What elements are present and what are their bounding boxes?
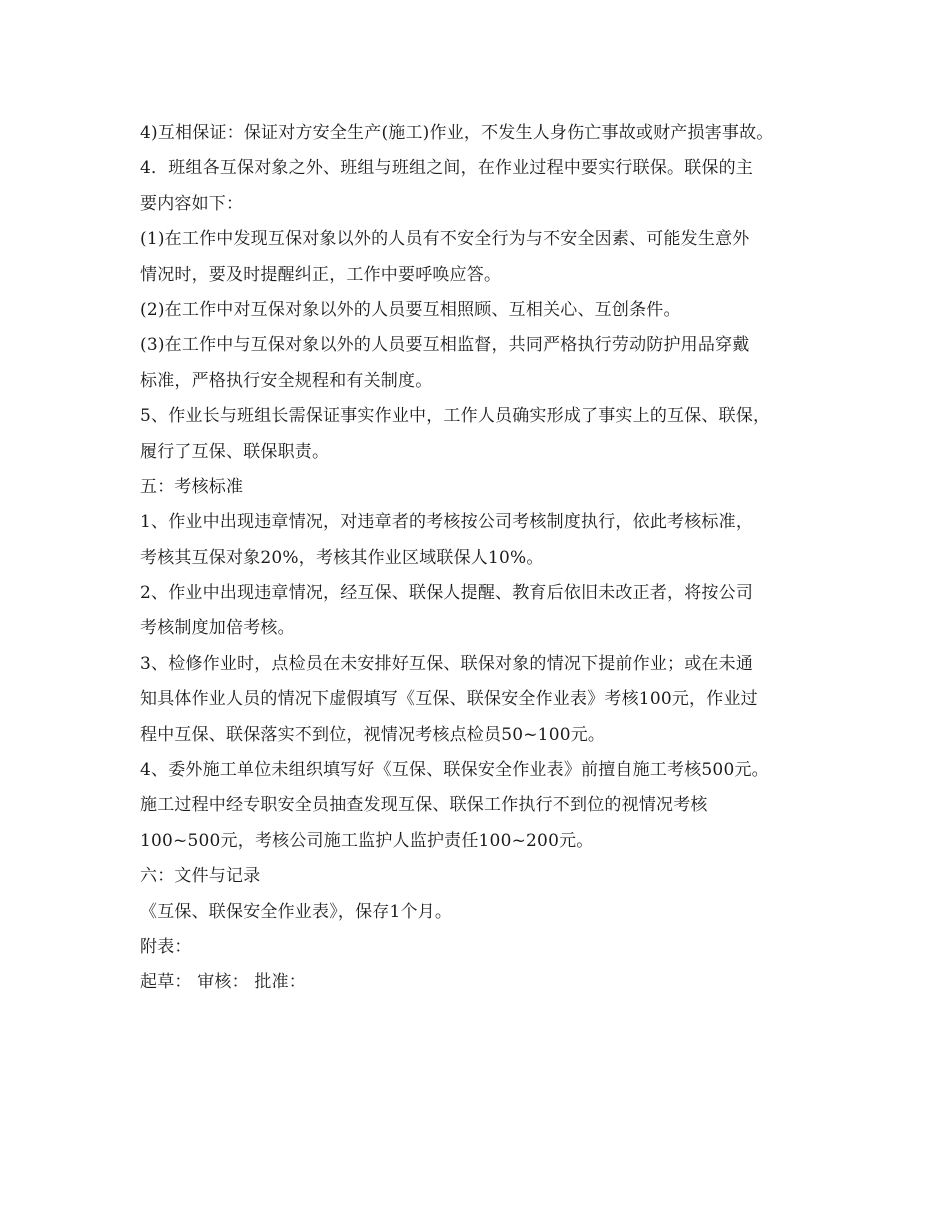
text-line-assessment-4-cont-b: 100~500元，考核公司施工监护人监护责任100~200元。 [140,830,594,851]
text-line-assessment-4-cont-a: 施工过程中经专职安全员抽查发现互保、联保工作执行不到位的视情况考核 [140,795,708,816]
text-line-assessment-2-cont: 考核制度加倍考核。 [140,618,295,639]
text-line-signoff: 起草： 审核： 批准： [140,972,307,993]
text-line-section-4-intro: 4．班组各互保对象之外、班组与班组之间，在作业过程中要实行联保。联保的主 [140,158,754,179]
text-line-attachment: 附表： [140,936,192,957]
section-heading-records: 六：文件与记录 [140,866,261,887]
section-heading-assessment: 五：考核标准 [140,476,244,497]
text-line-records: 《互保、联保安全作业表》，保存1个月。 [140,901,453,922]
text-line-assessment-3-cont-a: 知具体作业人员的情况下虚假填写《互保、联保安全作业表》考核100元，作业过 [140,689,758,710]
text-line-item-2: (2)在工作中对互保对象以外的人员要互相照顾、互相关心、互创条件。 [140,299,681,320]
text-line-assessment-1-cont: 考核其互保对象20%，考核其作业区域联保人10%。 [140,547,544,568]
text-line-assessment-1: 1、作业中出现违章情况，对违章者的考核按公司考核制度执行，依此考核标准， [140,512,754,533]
text-line-section-4-intro-cont: 要内容如下： [140,193,244,214]
text-line-assessment-2: 2、作业中出现违章情况，经互保、联保人提醒、教育后依旧未改正者，将按公司 [140,583,754,604]
text-line-item-1-cont: 情况时，要及时提醒纠正，工作中要呼唤应答。 [140,264,502,285]
text-line-item-3: (3)在工作中与互保对象以外的人员要互相监督，共同严格执行劳动防护用品穿戴 [140,335,750,356]
text-line-assessment-3: 3、检修作业时，点检员在未安排好互保、联保对象的情况下提前作业；或在未通 [140,653,754,674]
text-line-section-5: 5、作业长与班组长需保证事实作业中，工作人员确实形成了事实上的互保、联保， [140,406,771,427]
text-line-mutual-guarantee-4: 4)互相保证：保证对方安全生产(施工)作业，不发生人身伤亡事故或财产损害事故。 [140,123,774,143]
document-body [140,116,840,1001]
text-line-item-3-cont: 标准，严格执行安全规程和有关制度。 [140,370,433,391]
text-line-item-1: (1)在工作中发现互保对象以外的人员有不安全行为与不安全因素、可能发生意外 [140,229,750,250]
text-line-assessment-4: 4、委外施工单位未组织填写好《互保、联保安全作业表》前擅自施工考核500元。 [140,760,769,781]
text-line-assessment-3-cont-b: 程中互保、联保落实不到位，视情况考核点检员50~100元。 [140,724,606,745]
text-line-section-5-cont: 履行了互保、联保职责。 [140,441,330,462]
